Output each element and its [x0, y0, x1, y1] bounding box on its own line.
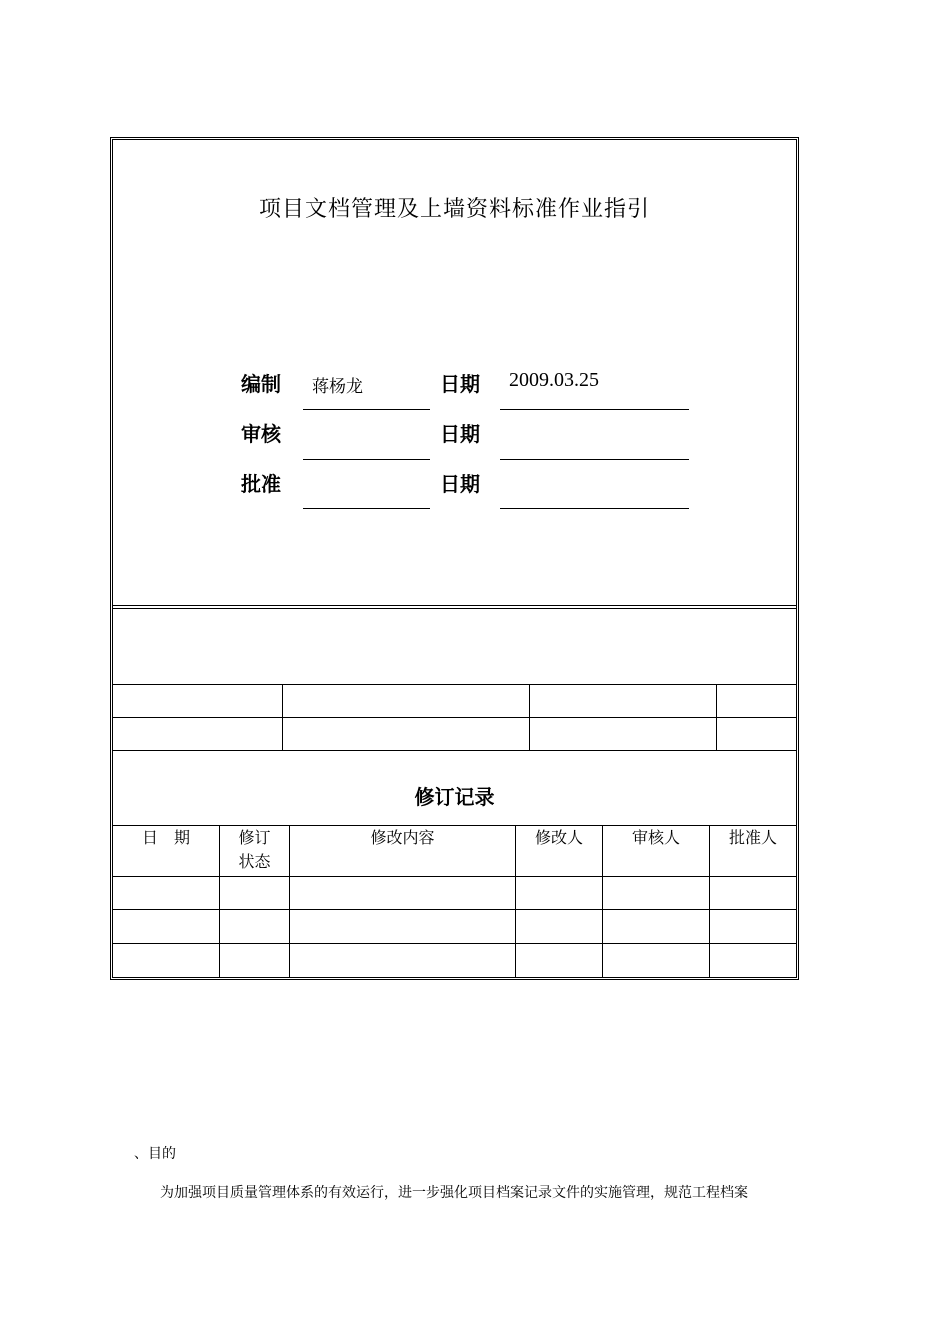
revision-row-line — [113, 909, 796, 910]
section-body: 为加强项目质量管理体系的有效运行，进一步强化项目档案记录文件的实施管理，规范工程档案 — [160, 1185, 748, 1201]
revision-title: 修订记录 — [414, 785, 495, 809]
compile-date-value: 2009.03.25 — [509, 369, 599, 391]
column-date: 日 期 — [141, 828, 190, 847]
reviewer-label: 审核 — [241, 422, 281, 446]
column-content: 修改内容 — [370, 828, 435, 847]
compile-date-label: 日期 — [440, 372, 480, 396]
info-grid-col-1 — [282, 684, 283, 751]
approve-date-label: 日期 — [440, 472, 480, 496]
column-reviewer: 审核人 — [631, 828, 680, 847]
reviewer-line — [303, 459, 430, 460]
info-grid-top — [113, 684, 796, 685]
approver-label: 批准 — [241, 472, 281, 496]
column-status: 修订 状态 — [238, 828, 271, 871]
revision-col-line — [709, 825, 710, 977]
document-title: 项目文档管理及上墙资料标准作业指引 — [258, 197, 650, 222]
cover-divider — [113, 605, 796, 606]
revision-col-line — [515, 825, 516, 977]
column-modifier: 修改人 — [534, 828, 583, 847]
info-grid-mid — [113, 717, 796, 718]
info-grid-col-3 — [716, 684, 717, 751]
compiler-line — [303, 409, 430, 410]
compiler-label: 编制 — [241, 372, 281, 396]
approver-line — [303, 508, 430, 509]
info-grid-col-2 — [529, 684, 530, 751]
info-grid-bottom — [113, 750, 796, 751]
revision-row-line — [113, 876, 796, 877]
review-date-label: 日期 — [440, 422, 480, 446]
compiler-name: 蒋杨龙 — [312, 377, 363, 397]
compile-date-line — [500, 409, 689, 410]
revision-row-line — [113, 943, 796, 944]
revision-col-line — [219, 825, 220, 977]
cover-frame — [110, 137, 799, 980]
revision-col-line — [602, 825, 603, 977]
revision-col-line — [289, 825, 290, 977]
cover-divider-inner — [113, 608, 796, 609]
column-approver: 批准人 — [728, 828, 777, 847]
approve-date-line — [500, 508, 689, 509]
section-heading: 、目的 — [134, 1146, 176, 1162]
review-date-line — [500, 459, 689, 460]
